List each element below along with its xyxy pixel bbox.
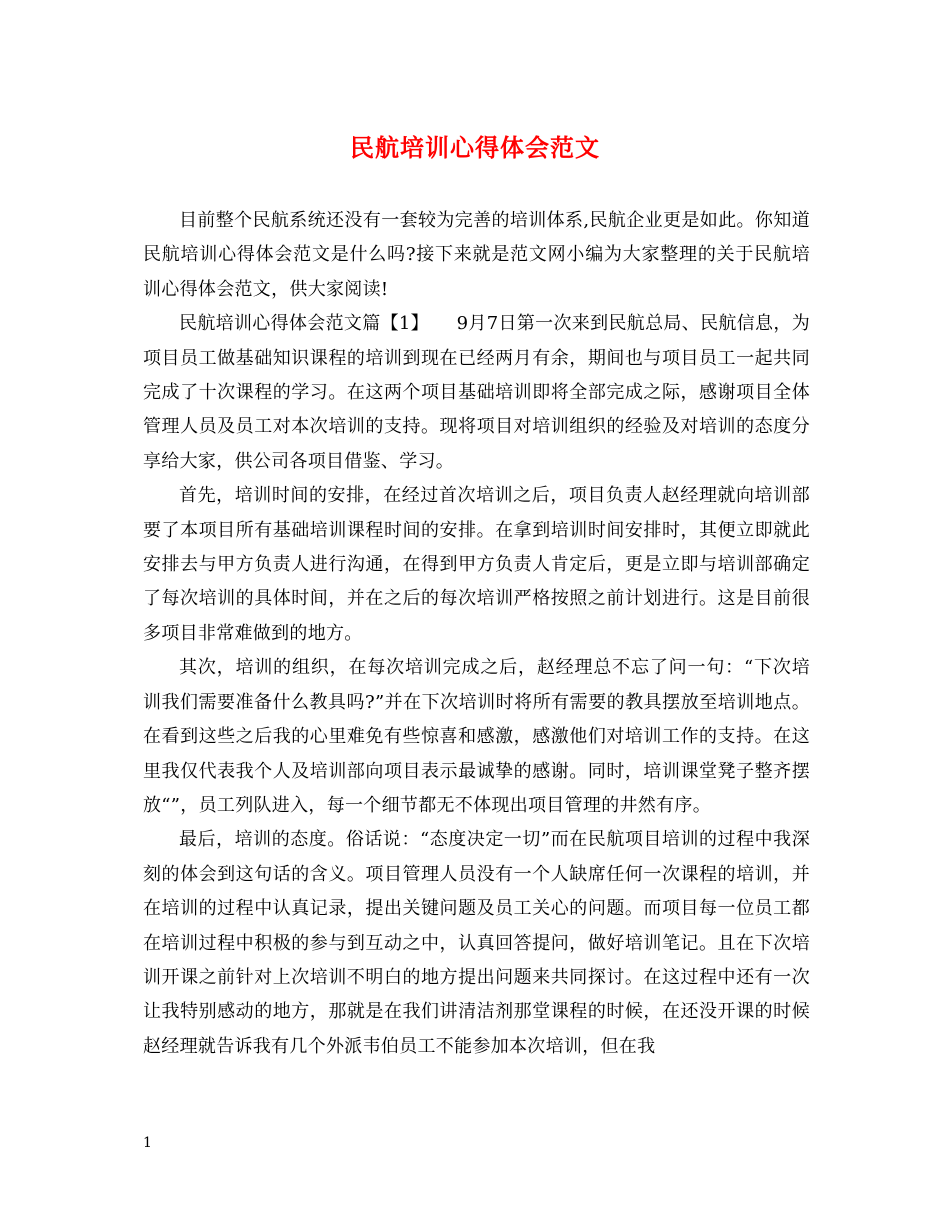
- paragraph-last: 最后，培训的态度。俗话说：“态度决定一切”而在民航项目培训的过程中我深刻的体会到这句话的含义。项目管理人员没有一个人缺席任何一次课程的培训，并在培训的过程中认真记录，提出关键问题及员工关心的问题。而项目每一位员工都在培训过程中积极的参与到互动之中，认真回答提问，做好培训笔记。且在下次培训开课之前针对上次培训不明白的地方提出问题来共同探讨。在这过程中还有一次让我特别感动的地方，那就是在我们讲清洁剂那堂课程的时候，在还没开课的时候赵经理就告诉我有几个外派韦伯员工不能参加本次培训，但在我: [143, 829, 810, 1057]
- document-body: [143, 204, 810, 1064]
- paragraph-first: 首先，培训时间的安排，在经过首次培训之后，项目负责人赵经理就向培训部要了本项目所有基础培训课程时间的安排。在拿到培训时间安排时，其便立即就此安排去与甲方负责人进行沟通，在得到甲方负责人肯定后，更是立即与培训部确定了每次培训的具体时间，并在之后的每次培训严格按照之前计划进行。这是目前很多项目非常难做到的地方。: [143, 485, 810, 644]
- page-number: 1: [143, 1135, 152, 1151]
- paragraph-intro: 目前整个民航系统还没有一套较为完善的培训体系,民航企业更是如此。你知道民航培训心得体会范文是什么吗?接下来就是范文网小编为大家整理的关于民航培训心得体会范文，供大家阅读!: [143, 210, 810, 300]
- paragraph-article-1: 民航培训心得体会范文篇【1】 9月7日第一次来到民航总局、民航信息，为项目员工做基础知识课程的培训到现在已经两月有余，期间也与项目员工一起共同完成了十次课程的学习。在这两个项目基础培训即将全部完成之际，感谢项目全体管理人员及员工对本次培训的支持。现将项目对培训组织的经验及对培训的态度分享给大家，供公司各项目借鉴、学习。: [143, 313, 810, 472]
- paragraph-second: 其次，培训的组织，在每次培训完成之后，赵经理总不忘了问一句：“下次培训我们需要准备什么教具吗?”并在下次培训时将所有需要的教具摆放至培训地点。在看到这些之后我的心里难免有些惊喜和感激，感激他们对培训工作的支持。在这里我仅代表我个人及培训部向项目表示最诚挚的感谢。同时，培训课堂凳子整齐摆放“”，员工列队进入，每一个细节都无不体现出项目管理的井然有序。: [143, 657, 810, 816]
- document-title: 民航培训心得体会范文: [350, 133, 600, 162]
